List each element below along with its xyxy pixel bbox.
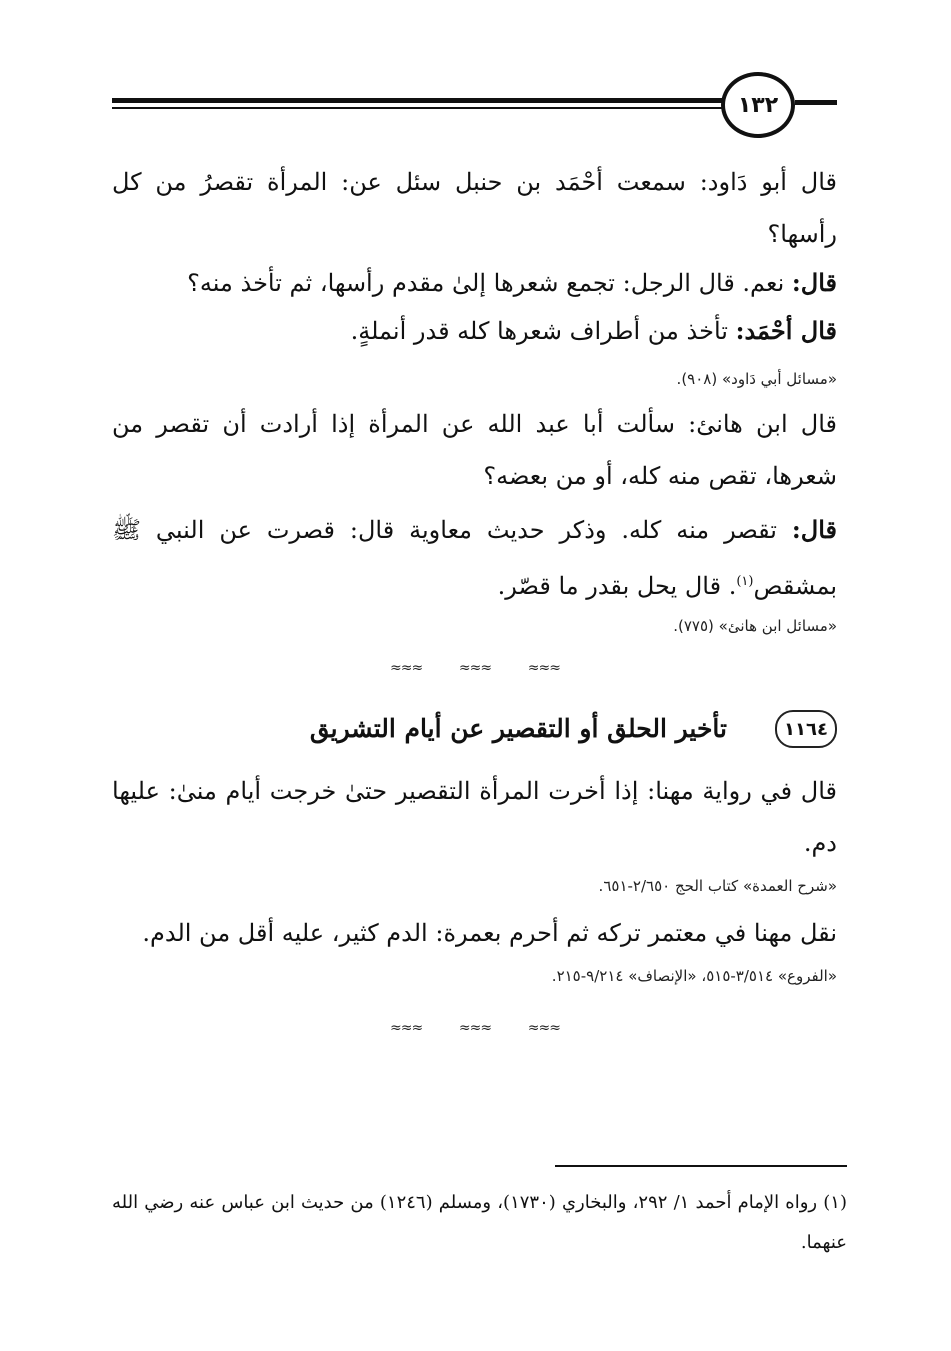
paragraph-5-text-a: تقصر منه كله. وذكر حديث معاوية قال: قصرت عن النبي ﷺ بمشقص [112, 516, 837, 600]
paragraph-5-text-b: . قال يحل بقدر ما قصّر. [497, 572, 737, 600]
paragraph-1 [112, 156, 837, 260]
paragraph-1-text: قال أبو دَاود: سمعت أحْمَد بن حنبل سئل عن: المرأة تقصرُ من كل رأسها؟ [112, 168, 837, 248]
section-number-badge [775, 710, 837, 748]
section-title: تأخير الحلق أو التقصير عن أيام التشريق [309, 714, 727, 743]
paragraph-4-text: قال ابن هانئ: سألت أبا عبد الله عن المرأة إذا أرادت أن تقصر من شعرها، تقص منه كله، أو من بعضه؟ [112, 410, 837, 490]
speaker-label: قال أحْمَد: [735, 316, 837, 345]
section-heading [112, 706, 837, 756]
header-rule-right [795, 100, 837, 105]
paragraph-2 [112, 257, 837, 309]
ornament-divider [390, 660, 560, 676]
reference-2: «مسائل ابن هانئ» (٧٧٥). [673, 617, 837, 635]
paragraph-6 [112, 765, 837, 869]
paragraph-6-text: قال في رواية مهنا: إذا أخرت المرأة التقصير حتىٰ خرجت أيام منىٰ: عليها دم. [112, 777, 837, 857]
page-number-badge [721, 72, 795, 138]
ornament-divider [390, 1020, 560, 1036]
footnote-rule [555, 1165, 847, 1167]
header-rule-thick [112, 98, 724, 103]
footnote-number: (١) [823, 1192, 847, 1213]
paragraph-5 [112, 504, 837, 612]
reference-4: «الفروع» ٣/٥١٤-٥١٥، «الإنصاف» ٩/٢١٤-٢١٥. [551, 967, 837, 985]
paragraph-4 [112, 398, 837, 502]
footnote-text: رواه الإمام أحمد ١/ ٢٩٢، والبخاري (١٧٣٠)، ومسلم (١٢٤٦) من حديث ابن عباس عنه رضي الله عنهما. [112, 1192, 847, 1253]
ornament: ≈≈≈ [458, 1020, 492, 1036]
paragraph-3-text: تأخذ من أطراف شعرها كله قدر أنملةٍ. [350, 317, 736, 345]
paragraph-7-text: نقل مهنا في معتمر تركه ثم أحرم بعمرة: الدم كثير، عليه أقل من الدم. [142, 919, 837, 947]
ornament: ≈≈≈ [458, 660, 492, 676]
section-number: ١١٦٤ [784, 718, 828, 740]
footnote [112, 1183, 847, 1263]
page-number: ١٣٢ [737, 92, 779, 118]
ornament: ≈≈≈ [527, 660, 560, 676]
ornament: ≈≈≈ [390, 660, 423, 676]
paragraph-2-text: نعم. قال الرجل: تجمع شعرها إلىٰ مقدم رأسها، ثم تأخذ منه؟ [187, 269, 792, 297]
header-rule-thin [112, 107, 724, 109]
speaker-label: قال: [791, 268, 837, 297]
paragraph-7 [112, 907, 837, 959]
reference-3: «شرح العمدة» كتاب الحج ٢/٦٥٠-٦٥١. [598, 877, 837, 895]
speaker-label: قال: [791, 515, 837, 544]
ornament: ≈≈≈ [527, 1020, 560, 1036]
paragraph-3 [112, 305, 837, 357]
footnote-marker: (١) [736, 574, 754, 589]
ornament: ≈≈≈ [390, 1020, 423, 1036]
reference-1: «مسائل أبي دَاود» (٩٠٨). [676, 370, 837, 388]
